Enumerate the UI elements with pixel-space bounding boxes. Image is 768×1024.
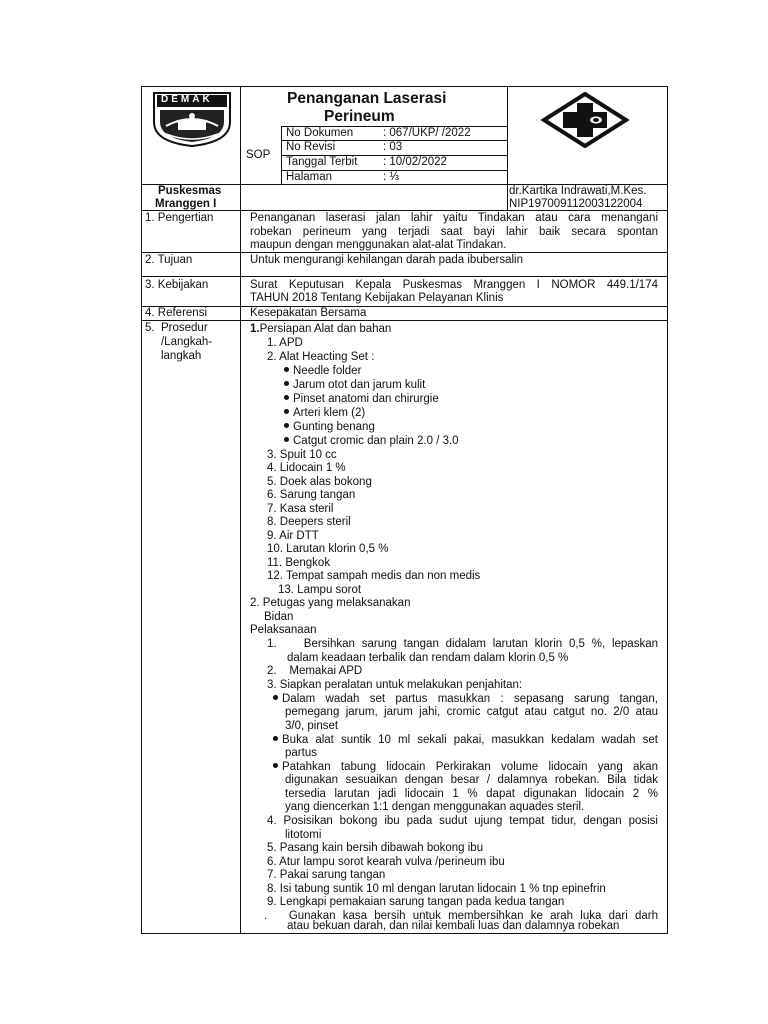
document-title-line1: Penanganan Laserasi	[287, 90, 447, 107]
bullet-icon	[273, 695, 278, 700]
step-3: 3. Siapkan peralatan untuk melakukan penjahitan:	[267, 679, 523, 691]
alat-item: 7. Kasa steril	[267, 503, 334, 515]
step-1-line-1: 1. Bersihkan sarung tangan didalam larutan klorin 0,5 %, lepaskan	[267, 638, 658, 650]
heacting-item: Gunting benang	[284, 421, 375, 434]
bullet-icon	[284, 423, 289, 428]
puskesmas-logo	[540, 92, 630, 148]
row-tujuan-top	[141, 252, 668, 253]
table-border-top	[141, 86, 668, 87]
meta-label-no-dokumen: No Dokumen	[286, 127, 354, 139]
petugas-bidan: Bidan	[264, 611, 294, 623]
alat-item: 13. Lampu sorot	[278, 584, 362, 596]
petugas-heading: 2. Petugas yang melaksanakan	[250, 597, 411, 609]
step-4-line-2: litotomi	[285, 829, 322, 841]
step-3-bullet-1-line-3: 3/0, pinset	[285, 720, 339, 732]
step-3-bullet-3-line-4: yang diencerkan 1:1 dengan menggunakan aquades steril.	[285, 801, 585, 813]
bullet-icon	[284, 367, 289, 372]
bullet-icon	[284, 395, 289, 400]
section-label-prosedur-2: /Langkah-	[145, 336, 213, 348]
meta-value-no-revisi: : 03	[383, 141, 403, 153]
section-label-prosedur-1: 5. Prosedur	[145, 322, 208, 334]
referensi-text: Kesepakatan Bersama	[250, 307, 367, 319]
alat-item: 3. Spuit 10 cc	[267, 449, 337, 461]
meta-value-halaman: : ⅓	[383, 171, 399, 183]
meta-label-halaman: Halaman	[286, 171, 333, 183]
kebijakan-line-2: TAHUN 2018 Tentang Kebijakan Pelayanan Klinis	[250, 292, 504, 304]
step-2: 2. Memakai APD	[267, 665, 363, 677]
step-1-line-2: dalam keadaan terbalik dan rendam dalam klorin 0,5 %	[287, 652, 569, 664]
organization-name-line2: Mranggen I	[155, 198, 217, 210]
table-border-right	[667, 86, 668, 934]
step-item: 6. Atur lampu sorot kearah vulva /perineum ibu	[267, 856, 505, 868]
pelaksanaan-heading: Pelaksanaan	[250, 624, 317, 636]
step-3-bullet-1-line-2: pemegang jarum, jarum jahi, cromic catgut atau catgut no. 2/0 atau	[285, 706, 658, 718]
persiapan-title: Persiapan Alat dan bahan	[259, 323, 392, 335]
step-3-bullet-2-line-2: partus	[285, 747, 317, 759]
alat-item-apd: 1. APD	[267, 337, 303, 349]
signer-nip: NIP197009112003122004	[509, 198, 643, 210]
alat-item: 8. Deepers steril	[267, 516, 351, 528]
alat-item: 4. Lidocain 1 %	[267, 462, 346, 474]
step-10-line-1: . Gunakan kasa bersih untuk membersihkan ke arah luka dari darh	[264, 910, 658, 922]
section-label-referensi: 4. Referensi	[145, 307, 208, 319]
organization-name-line1: Puskesmas	[158, 185, 222, 197]
row-kebijakan-top	[141, 276, 668, 277]
heacting-item: Needle folder	[284, 365, 361, 378]
signer-name: dr.Kartika Indrawati,M.Kes.	[509, 185, 647, 197]
step-4-line-1: 4. Posisikan bokong ibu pada sudut ujung tempat tidur, dengan posisi	[267, 815, 658, 827]
section-label-prosedur-3: langkah	[145, 350, 202, 362]
col-divider-logo	[507, 86, 508, 210]
row-referensi-top	[141, 306, 668, 307]
step-3-bullet-1-line-1: Dalam wadah set partus masukkan : sepasang sarung tangan,	[273, 693, 658, 706]
meta-label-tanggal-terbit: Tanggal Terbit	[286, 156, 358, 168]
alat-item-heacting: 2. Alat Heacting Set :	[267, 351, 375, 363]
heacting-item: Catgut cromic dan plain 2.0 / 3.0	[284, 435, 459, 448]
step-3-bullet-3-line-3: tersedia larutan jadi lidocain 1 % dapat digunakan lidocain 2 %	[285, 788, 658, 800]
bullet-icon	[284, 409, 289, 414]
step-3-bullet-3-line-1: Patahkan tabung lidocain Perkirakan volume lidocain yang akan	[273, 761, 658, 774]
heacting-item: Jarum otot dan jarum kulit	[284, 379, 425, 392]
persiapan-heading	[250, 323, 391, 336]
bullet-icon	[284, 437, 289, 442]
step-item: 8. Isi tabung suntik 10 ml dengan larutan lidocain 1 % tnp epinefrin	[267, 883, 606, 895]
document-title-line2: Perineum	[324, 108, 395, 125]
demak-logo-text: DEMAK	[161, 94, 213, 105]
table-border-bottom	[141, 933, 668, 934]
pengertian-line-3: maupun dengan menggunakan alat-alat Tindakan.	[250, 239, 507, 251]
meta-value-no-dokumen: : 067/UKP/ /2022	[383, 127, 471, 139]
bullet-icon	[273, 736, 278, 741]
step-item: 9. Lengkapi pemakaian sarung tangan pada kedua tangan	[267, 896, 565, 908]
step-10-line-2: atau bekuan darah, dan nilai kembali luas dan dalamnya robekan	[287, 920, 620, 932]
step-3-bullet-2-line-1: Buka alat suntik 10 ml sekali pakai, masukkan kedalam wadah set	[273, 734, 658, 747]
pengertian-line-1: Penanganan laserasi jalan lahir yaitu Tindakan atau cara menangani	[250, 212, 658, 224]
kebijakan-line-1: Surat Keputusan Kepala Puskesmas Mranggen I NOMOR 449.1/174	[250, 279, 658, 291]
alat-item: 5. Doek alas bokong	[267, 476, 372, 488]
step-item: 7. Pakai sarung tangan	[267, 869, 386, 881]
heacting-item: Pinset anatomi dan chirurgie	[284, 393, 439, 406]
meta-label-no-revisi: No Revisi	[286, 141, 336, 153]
section-label-pengertian: 1. Pengertian	[145, 212, 214, 224]
alat-item: 6. Sarung tangan	[267, 489, 356, 501]
bullet-icon	[273, 763, 278, 768]
sop-label: SOP	[246, 149, 271, 161]
step-3-bullet-3-line-2: digunakan sesuaikan dengan besar / dalamnya robekan. Bila tidak	[285, 774, 658, 786]
section-label-kebijakan: 3. Kebijakan	[145, 279, 209, 291]
row-prosedur-top	[141, 320, 668, 321]
alat-item: 10. Larutan klorin 0,5 %	[267, 543, 389, 555]
heacting-item: Arteri klem (2)	[284, 407, 365, 420]
bullet-icon	[284, 381, 289, 386]
alat-item: 12. Tempat sampah medis dan non medis	[267, 570, 481, 582]
meta-value-tanggal-terbit: : 10/02/2022	[383, 156, 447, 168]
alat-item: 9. Air DTT	[267, 530, 319, 542]
alat-item: 11. Bengkok	[267, 557, 331, 569]
table-border-left	[141, 86, 142, 934]
tujuan-text: Untuk mengurangi kehilangan darah pada ibubersalin	[250, 254, 523, 266]
section-label-tujuan: 2. Tujuan	[145, 254, 193, 266]
col-divider-1	[240, 86, 241, 934]
persiapan-number: 1.	[250, 323, 260, 335]
step-item: 5. Pasang kain bersih dibawah bokong ibu	[267, 842, 484, 854]
pengertian-line-2: robekan perineum yang terjadi saat bayi lahir baik secara spontan	[250, 226, 658, 238]
